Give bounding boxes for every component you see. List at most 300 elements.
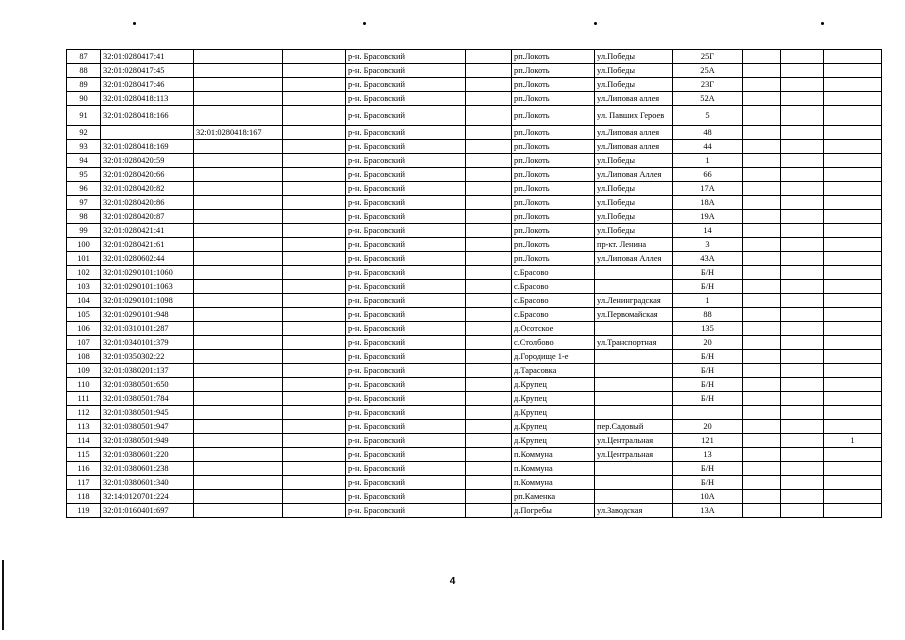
scan-edge-mark: [2, 560, 4, 630]
district: р-н. Брасовский: [346, 406, 466, 420]
empty-cell: [466, 154, 512, 168]
cadastral-number-alt: 32:01:0280418:167: [194, 126, 283, 140]
empty-cell: [466, 448, 512, 462]
street: [595, 490, 673, 504]
empty-cell: [466, 266, 512, 280]
empty-cell: [781, 126, 824, 140]
extra-value: [824, 364, 882, 378]
empty-cell: [283, 140, 346, 154]
property-register-table: [66, 49, 882, 518]
empty-cell: [743, 420, 781, 434]
house-number: 3: [673, 238, 743, 252]
empty-cell: [283, 434, 346, 448]
cadastral-number-alt: [194, 78, 283, 92]
row-number: 112: [67, 406, 101, 420]
cadastral-number-alt: [194, 350, 283, 364]
district: р-н. Брасовский: [346, 154, 466, 168]
cadastral-number-alt: [194, 238, 283, 252]
cadastral-number: 32:01:0380601:220: [101, 448, 194, 462]
table-row: [67, 350, 882, 364]
extra-value: [824, 350, 882, 364]
empty-cell: [781, 504, 824, 518]
empty-cell: [466, 336, 512, 350]
cadastral-number-alt: [194, 280, 283, 294]
settlement: д.Крупец: [512, 406, 595, 420]
district: р-н. Брасовский: [346, 504, 466, 518]
house-number: 25Г: [673, 50, 743, 64]
cadastral-number-alt: [194, 266, 283, 280]
row-number: 99: [67, 224, 101, 238]
cadastral-number: 32:01:0280420:82: [101, 182, 194, 196]
street: [595, 378, 673, 392]
cadastral-number: 32:01:0380201:137: [101, 364, 194, 378]
empty-cell: [466, 462, 512, 476]
empty-cell: [466, 252, 512, 266]
district: р-н. Брасовский: [346, 336, 466, 350]
empty-cell: [743, 434, 781, 448]
empty-cell: [466, 196, 512, 210]
empty-cell: [466, 434, 512, 448]
extra-value: [824, 210, 882, 224]
empty-cell: [283, 308, 346, 322]
empty-cell: [466, 168, 512, 182]
settlement: д.Погребы: [512, 504, 595, 518]
district: р-н. Брасовский: [346, 266, 466, 280]
empty-cell: [283, 420, 346, 434]
settlement: п.Коммуна: [512, 476, 595, 490]
table-row: [67, 406, 882, 420]
empty-cell: [283, 78, 346, 92]
street: [595, 280, 673, 294]
empty-cell: [743, 78, 781, 92]
row-number: 95: [67, 168, 101, 182]
settlement: с.Брасово: [512, 266, 595, 280]
empty-cell: [781, 392, 824, 406]
table-row: [67, 50, 882, 64]
empty-cell: [283, 154, 346, 168]
street: [595, 392, 673, 406]
extra-value: [824, 106, 882, 126]
street: ул.Центральная: [595, 434, 673, 448]
table-row: [67, 322, 882, 336]
empty-cell: [743, 364, 781, 378]
empty-cell: [743, 64, 781, 78]
street: ул.Победы: [595, 210, 673, 224]
cadastral-number: 32:01:0280421:61: [101, 238, 194, 252]
empty-cell: [743, 308, 781, 322]
cadastral-number-alt: [194, 406, 283, 420]
house-number: Б/Н: [673, 350, 743, 364]
district: р-н. Брасовский: [346, 378, 466, 392]
district: р-н. Брасовский: [346, 350, 466, 364]
extra-value: [824, 238, 882, 252]
empty-cell: [466, 322, 512, 336]
empty-cell: [466, 280, 512, 294]
row-number: 93: [67, 140, 101, 154]
settlement: рп.Локоть: [512, 126, 595, 140]
cadastral-number-alt: [194, 106, 283, 126]
empty-cell: [466, 350, 512, 364]
table-row: [67, 224, 882, 238]
district: р-н. Брасовский: [346, 140, 466, 154]
house-number: 135: [673, 322, 743, 336]
street: [595, 350, 673, 364]
row-number: 101: [67, 252, 101, 266]
settlement: с.Брасово: [512, 294, 595, 308]
extra-value: [824, 196, 882, 210]
empty-cell: [781, 364, 824, 378]
cadastral-number-alt: [194, 294, 283, 308]
house-number: 25А: [673, 64, 743, 78]
table-row: [67, 106, 882, 126]
cadastral-number-alt: [194, 50, 283, 64]
empty-cell: [743, 448, 781, 462]
empty-cell: [466, 106, 512, 126]
empty-cell: [781, 50, 824, 64]
empty-cell: [283, 462, 346, 476]
cadastral-number-alt: [194, 92, 283, 106]
cadastral-number-alt: [194, 210, 283, 224]
row-number: 116: [67, 462, 101, 476]
street: [595, 364, 673, 378]
empty-cell: [283, 476, 346, 490]
empty-cell: [743, 350, 781, 364]
table-row: [67, 420, 882, 434]
empty-cell: [781, 476, 824, 490]
extra-value: [824, 78, 882, 92]
empty-cell: [466, 210, 512, 224]
empty-cell: [743, 224, 781, 238]
extra-value: [824, 126, 882, 140]
house-number: 1: [673, 154, 743, 168]
cadastral-number: 32:01:0350302:22: [101, 350, 194, 364]
empty-cell: [781, 238, 824, 252]
extra-value: [824, 252, 882, 266]
empty-cell: [283, 280, 346, 294]
empty-cell: [781, 106, 824, 126]
empty-cell: [283, 406, 346, 420]
table-row: [67, 378, 882, 392]
empty-cell: [283, 378, 346, 392]
row-number: 110: [67, 378, 101, 392]
cadastral-number-alt: [194, 504, 283, 518]
cadastral-number: 32:01:0280420:87: [101, 210, 194, 224]
empty-cell: [781, 294, 824, 308]
empty-cell: [283, 392, 346, 406]
cadastral-number-alt: [194, 476, 283, 490]
row-number: 115: [67, 448, 101, 462]
extra-value: [824, 420, 882, 434]
cadastral-number-alt: [194, 490, 283, 504]
cadastral-number-alt: [194, 224, 283, 238]
street: пр-кт. Ленина: [595, 238, 673, 252]
empty-cell: [781, 168, 824, 182]
table-row: [67, 182, 882, 196]
house-number: 13А: [673, 504, 743, 518]
empty-cell: [781, 64, 824, 78]
empty-cell: [781, 280, 824, 294]
cadastral-number: 32:01:0280417:41: [101, 50, 194, 64]
empty-cell: [466, 294, 512, 308]
street: [595, 476, 673, 490]
row-number: 87: [67, 50, 101, 64]
cadastral-number: 32:01:0280418:169: [101, 140, 194, 154]
page-number: 4: [449, 576, 456, 587]
street: пер.Садовый: [595, 420, 673, 434]
settlement: рп.Локоть: [512, 78, 595, 92]
cadastral-number: 32:01:0290101:1098: [101, 294, 194, 308]
cadastral-number: 32:01:0310101:287: [101, 322, 194, 336]
table-row: [67, 392, 882, 406]
register-rows: [67, 50, 882, 518]
cadastral-number: 32:01:0290101:948: [101, 308, 194, 322]
empty-cell: [781, 224, 824, 238]
cadastral-number-alt: [194, 182, 283, 196]
empty-cell: [466, 182, 512, 196]
settlement: д.Крупец: [512, 378, 595, 392]
cadastral-number: 32:01:0280420:86: [101, 196, 194, 210]
street: ул.Заводская: [595, 504, 673, 518]
empty-cell: [283, 336, 346, 350]
house-number: 43А: [673, 252, 743, 266]
empty-cell: [743, 476, 781, 490]
house-number: 1: [673, 294, 743, 308]
row-number: 94: [67, 154, 101, 168]
house-number: 5: [673, 106, 743, 126]
table-row: [67, 154, 882, 168]
settlement: д.Тарасовка: [512, 364, 595, 378]
cadastral-number: 32:01:0280420:66: [101, 168, 194, 182]
district: р-н. Брасовский: [346, 92, 466, 106]
settlement: рп.Локоть: [512, 92, 595, 106]
cadastral-number: 32:01:0380501:945: [101, 406, 194, 420]
top-mark-4: [821, 22, 824, 25]
empty-cell: [743, 238, 781, 252]
table-row: [67, 462, 882, 476]
table-row: [67, 64, 882, 78]
cadastral-number: 32:01:0380501:947: [101, 420, 194, 434]
settlement: рп.Локоть: [512, 64, 595, 78]
table-row: [67, 238, 882, 252]
row-number: 91: [67, 106, 101, 126]
empty-cell: [466, 504, 512, 518]
empty-cell: [781, 182, 824, 196]
row-number: 118: [67, 490, 101, 504]
empty-cell: [283, 238, 346, 252]
settlement: рп.Каменка: [512, 490, 595, 504]
extra-value: [824, 64, 882, 78]
cadastral-number: 32:01:0160401:697: [101, 504, 194, 518]
street: [595, 322, 673, 336]
row-number: 92: [67, 126, 101, 140]
empty-cell: [466, 92, 512, 106]
cadastral-number-alt: [194, 420, 283, 434]
street: ул.Победы: [595, 78, 673, 92]
street: ул.Центральная: [595, 448, 673, 462]
empty-cell: [283, 210, 346, 224]
empty-cell: [283, 322, 346, 336]
settlement: п.Коммуна: [512, 448, 595, 462]
empty-cell: [743, 252, 781, 266]
empty-cell: [283, 196, 346, 210]
empty-cell: [466, 238, 512, 252]
empty-cell: [743, 406, 781, 420]
row-number: 113: [67, 420, 101, 434]
street: ул.Липовая Аллея: [595, 168, 673, 182]
extra-value: [824, 476, 882, 490]
extra-value: [824, 50, 882, 64]
cadastral-number: 32:01:0380601:238: [101, 462, 194, 476]
table-row: [67, 196, 882, 210]
settlement: д.Крупец: [512, 434, 595, 448]
cadastral-number-alt: [194, 434, 283, 448]
row-number: 106: [67, 322, 101, 336]
cadastral-number: 32:01:0280421:41: [101, 224, 194, 238]
empty-cell: [283, 294, 346, 308]
district: р-н. Брасовский: [346, 322, 466, 336]
table-row: [67, 434, 882, 448]
street: [595, 406, 673, 420]
settlement: рп.Локоть: [512, 168, 595, 182]
empty-cell: [781, 490, 824, 504]
extra-value: 1: [824, 434, 882, 448]
street: ул.Победы: [595, 196, 673, 210]
empty-cell: [283, 252, 346, 266]
settlement: рп.Локоть: [512, 106, 595, 126]
street: ул.Липовая аллея: [595, 140, 673, 154]
table-row: [67, 308, 882, 322]
empty-cell: [781, 308, 824, 322]
table-row: [67, 504, 882, 518]
house-number: 66: [673, 168, 743, 182]
empty-cell: [466, 64, 512, 78]
street: ул.Транспортная: [595, 336, 673, 350]
street: ул.Победы: [595, 64, 673, 78]
empty-cell: [781, 322, 824, 336]
empty-cell: [743, 140, 781, 154]
cadastral-number-alt: [194, 140, 283, 154]
row-number: 109: [67, 364, 101, 378]
house-number: 20: [673, 420, 743, 434]
settlement: рп.Локоть: [512, 140, 595, 154]
table-row: [67, 336, 882, 350]
cadastral-number: [101, 126, 194, 140]
house-number: Б/Н: [673, 266, 743, 280]
empty-cell: [466, 420, 512, 434]
house-number: 17А: [673, 182, 743, 196]
extra-value: [824, 182, 882, 196]
row-number: 105: [67, 308, 101, 322]
district: р-н. Брасовский: [346, 238, 466, 252]
district: р-н. Брасовский: [346, 434, 466, 448]
district: р-н. Брасовский: [346, 50, 466, 64]
cadastral-number: 32:01:0280417:46: [101, 78, 194, 92]
extra-value: [824, 266, 882, 280]
house-number: Б/Н: [673, 280, 743, 294]
row-number: 108: [67, 350, 101, 364]
table-row: [67, 252, 882, 266]
top-mark-1: [133, 22, 136, 25]
empty-cell: [743, 50, 781, 64]
house-number: Б/Н: [673, 378, 743, 392]
empty-cell: [466, 224, 512, 238]
table-row: [67, 92, 882, 106]
row-number: 89: [67, 78, 101, 92]
district: р-н. Брасовский: [346, 210, 466, 224]
house-number: 44: [673, 140, 743, 154]
house-number: 52А: [673, 92, 743, 106]
extra-value: [824, 462, 882, 476]
settlement: рп.Локоть: [512, 182, 595, 196]
empty-cell: [743, 504, 781, 518]
cadastral-number: 32:01:0290101:1060: [101, 266, 194, 280]
cadastral-number-alt: [194, 308, 283, 322]
empty-cell: [743, 322, 781, 336]
cadastral-number: 32:01:0380501:650: [101, 378, 194, 392]
district: р-н. Брасовский: [346, 280, 466, 294]
extra-value: [824, 308, 882, 322]
district: р-н. Брасовский: [346, 78, 466, 92]
table-row: [67, 294, 882, 308]
cadastral-number-alt: [194, 364, 283, 378]
cadastral-number: 32:14:0120701:224: [101, 490, 194, 504]
house-number: 23Г: [673, 78, 743, 92]
table-row: [67, 140, 882, 154]
empty-cell: [781, 78, 824, 92]
empty-cell: [743, 294, 781, 308]
empty-cell: [466, 50, 512, 64]
empty-cell: [781, 196, 824, 210]
extra-value: [824, 448, 882, 462]
empty-cell: [781, 448, 824, 462]
empty-cell: [743, 378, 781, 392]
empty-cell: [283, 364, 346, 378]
street: ул.Ленинградская: [595, 294, 673, 308]
row-number: 117: [67, 476, 101, 490]
settlement: п.Коммуна: [512, 462, 595, 476]
extra-value: [824, 392, 882, 406]
row-number: 102: [67, 266, 101, 280]
house-number: 48: [673, 126, 743, 140]
settlement: рп.Локоть: [512, 210, 595, 224]
extra-value: [824, 378, 882, 392]
table-row: [67, 168, 882, 182]
settlement: д.Крупец: [512, 392, 595, 406]
extra-value: [824, 504, 882, 518]
empty-cell: [781, 462, 824, 476]
row-number: 97: [67, 196, 101, 210]
settlement: рп.Локоть: [512, 196, 595, 210]
settlement: рп.Локоть: [512, 50, 595, 64]
district: р-н. Брасовский: [346, 224, 466, 238]
house-number: 88: [673, 308, 743, 322]
district: р-н. Брасовский: [346, 182, 466, 196]
district: р-н. Брасовский: [346, 462, 466, 476]
house-number: 19А: [673, 210, 743, 224]
cadastral-number-alt: [194, 196, 283, 210]
house-number: Б/Н: [673, 462, 743, 476]
extra-value: [824, 224, 882, 238]
empty-cell: [283, 504, 346, 518]
settlement: рп.Локоть: [512, 252, 595, 266]
empty-cell: [283, 266, 346, 280]
extra-value: [824, 154, 882, 168]
empty-cell: [781, 336, 824, 350]
settlement: д.Осотское: [512, 322, 595, 336]
house-number: [673, 406, 743, 420]
empty-cell: [283, 182, 346, 196]
empty-cell: [466, 490, 512, 504]
